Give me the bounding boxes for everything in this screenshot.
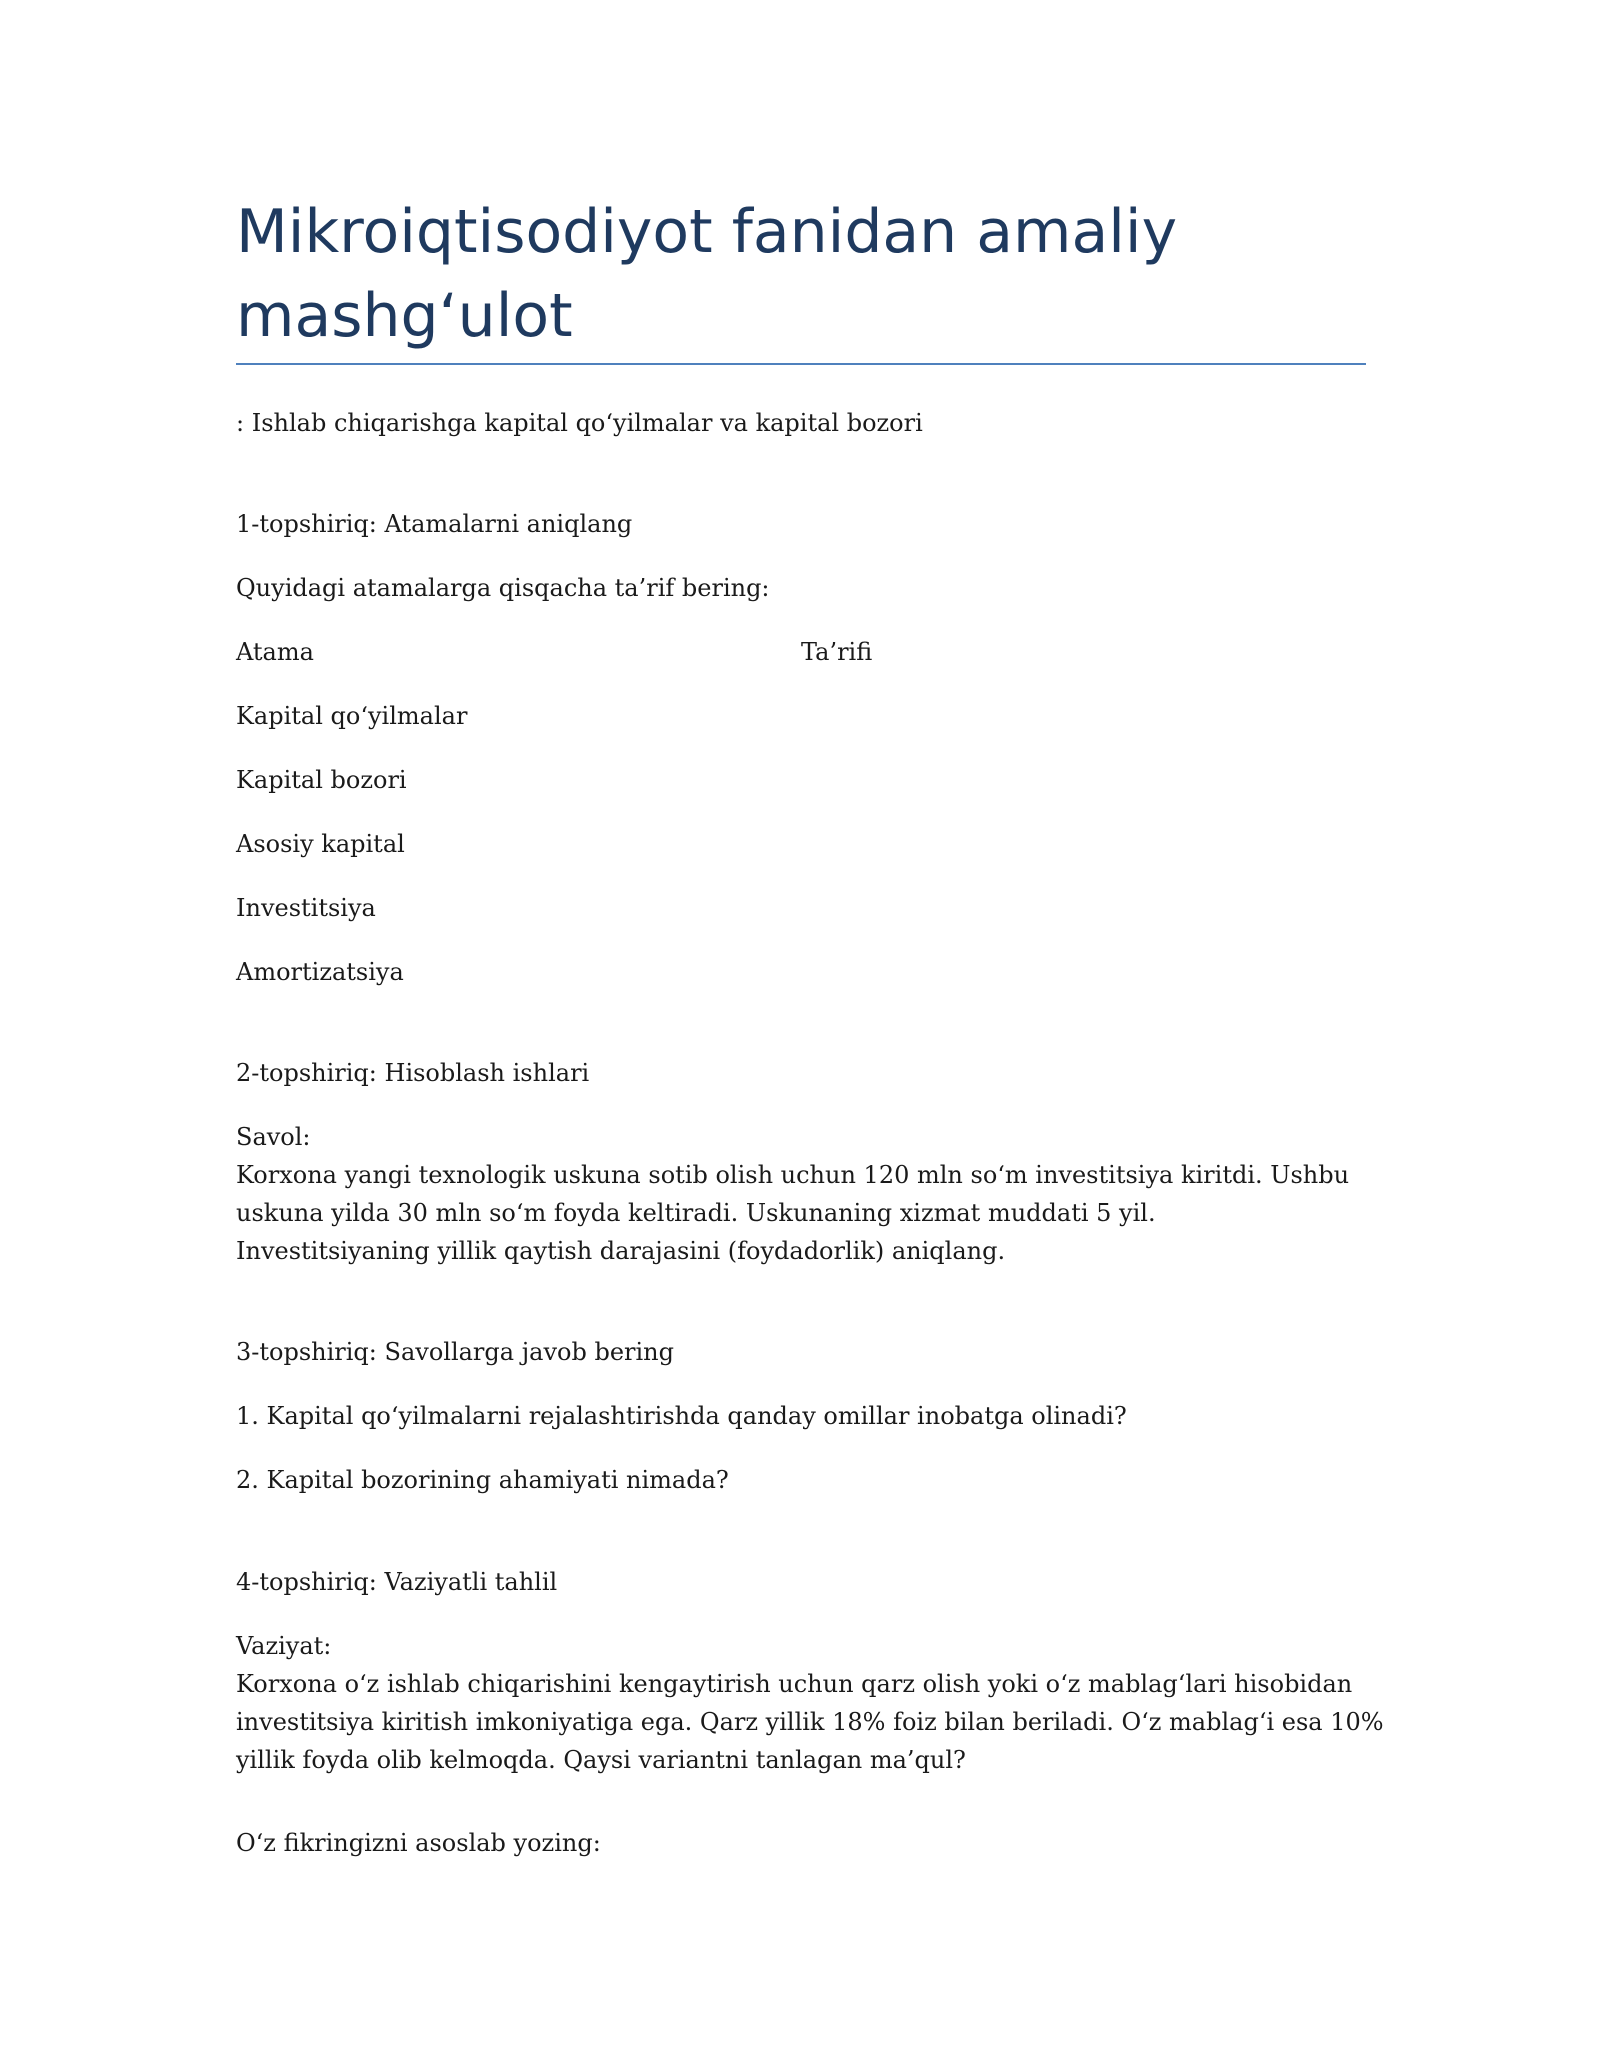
term-item: Kapital bozori (236, 766, 407, 794)
task4-text-line: investitsiya kiritish imkoniyatiga ega. Qarz yillik 18% foiz bilan beriladi. O‘z mablag‘i esa 10% (236, 1708, 1384, 1736)
task4-text-line: yillik foyda olib kelmoqda. Qaysi variantni tanlagan ma’qul? (236, 1746, 966, 1774)
term-item: Investitsiya (236, 894, 376, 922)
task2-text-line: uskuna yilda 30 mln so‘m foyda keltiradi. Uskunaning xizmat muddati 5 yil. (236, 1199, 1156, 1227)
task3-heading: 3-topshiriq: Savollarga javob bering (236, 1338, 674, 1366)
task4-prompt: O‘z fikringizni asoslab yozing: (236, 1829, 601, 1857)
term-item: Kapital qo‘yilmalar (236, 702, 468, 730)
task4-situation (236, 1627, 1384, 1779)
task3-question: 1. Kapital qo‘yilmalarni rejalashtirishda qanday omillar inobatga olinadi? (236, 1402, 1127, 1430)
task2-heading: 2-topshiriq: Hisoblash ishlari (236, 1059, 590, 1087)
task2-text-line: Korxona yangi texnologik uskuna sotib olish uchun 120 mln so‘m investitsiya kiritdi. Ushbu (236, 1161, 1350, 1189)
task2-label: Savol: (236, 1123, 311, 1151)
term-item: Amortizatsiya (236, 958, 404, 986)
document-title: Mikroiqtisodiyot fanidan amaliy mashg‘ulot (236, 197, 1178, 351)
task2-text-line: Investitsiyaning yillik qaytish darajasini (foydadorlik) aniqlang. (236, 1237, 1006, 1265)
title-divider (236, 363, 1366, 365)
task4-label: Vaziyat: (236, 1632, 332, 1660)
term-column-header: Atama (236, 638, 314, 666)
task2-question (236, 1118, 1366, 1270)
task4-heading: 4-topshiriq: Vaziyatli tahlil (236, 1568, 558, 1596)
task1-instruction: Quyidagi atamalarga qisqacha ta’rif bering: (236, 574, 770, 602)
task4-text-line: Korxona o‘z ishlab chiqarishini kengaytirish uchun qarz olish yoki o‘z mablag‘lari hisobidan (236, 1670, 1353, 1698)
term-item: Asosiy kapital (236, 830, 405, 858)
task1-heading: 1-topshiriq: Atamalarni aniqlang (236, 510, 633, 538)
document-subtitle: : Ishlab chiqarishga kapital qo‘yilmalar va kapital bozori (236, 409, 923, 437)
task3-question: 2. Kapital bozorining ahamiyati nimada? (236, 1466, 729, 1494)
definition-column-header: Ta’rifi (801, 638, 873, 666)
